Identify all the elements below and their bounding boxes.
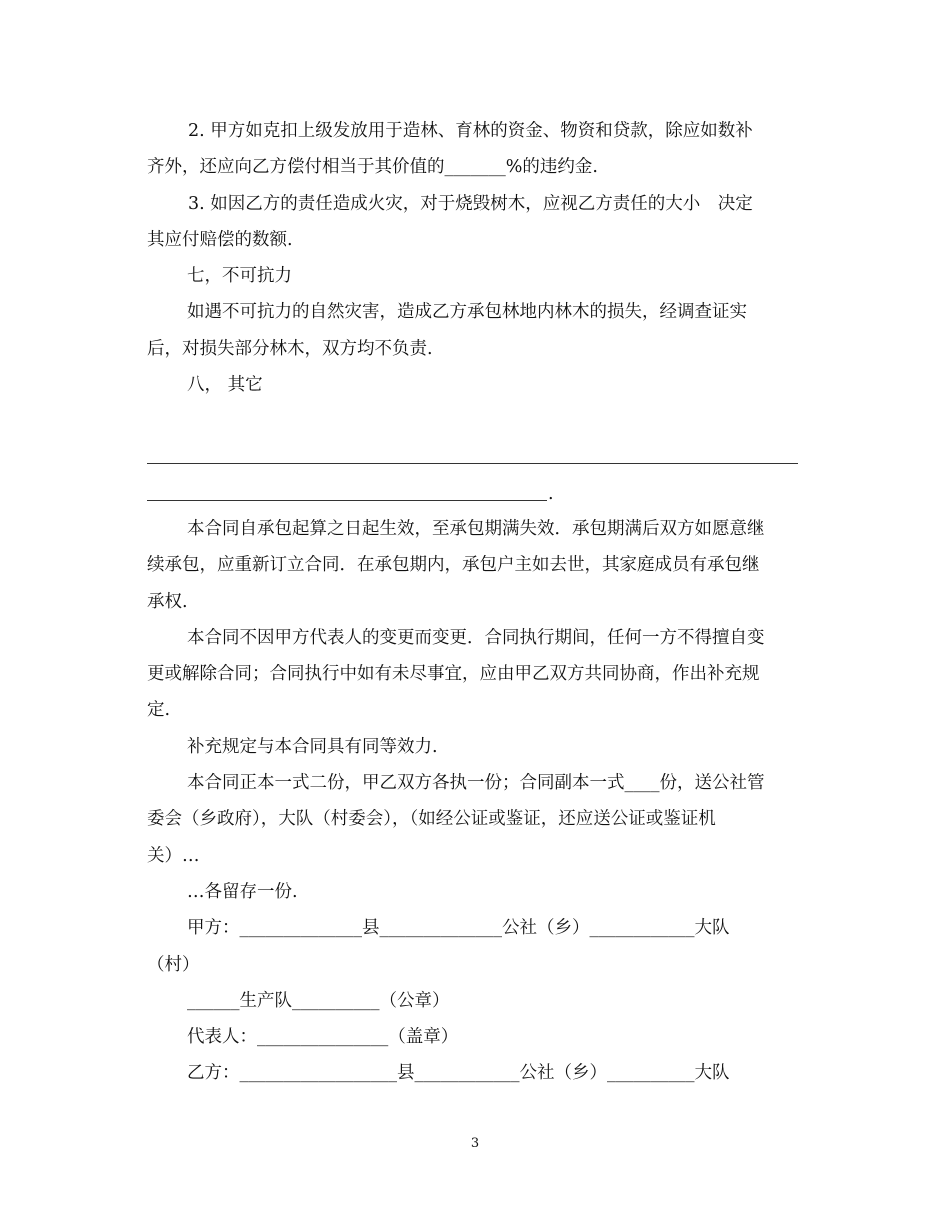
other-heading: 八， 其它	[187, 375, 263, 396]
copies-clause-line-2: 委会（乡政府），大队（村委会），（如经公证或鉴证，还应送公证或鉴证机	[147, 809, 716, 830]
copies-clause-line-3: 关）…	[147, 845, 200, 866]
blank-fill-line-1	[147, 463, 798, 464]
fire-clause-line-1: 3. 如因乙方的责任造成火灾，对于烧毁树木，应视乙方责任的大小 决定	[188, 193, 753, 214]
force-majeure-heading: 七，不可抗力	[187, 266, 292, 287]
copies-clause-line-4: …各留存一份.	[187, 881, 298, 902]
effective-clause-line-3: 承权.	[147, 591, 188, 612]
force-majeure-line-1: 如遇不可抗力的自然灾害，造成乙方承包林地内林木的损失，经调查证实	[187, 302, 747, 323]
party-b-line-1: 乙方：__________________县____________公社（乡）__________大队	[187, 1063, 730, 1084]
change-clause-line-1: 本合同不因甲方代表人的变更而变更．合同执行期间，任何一方不得擅自变	[187, 627, 765, 648]
force-majeure-line-2: 后，对损失部分林木，双方均不负责.	[147, 338, 433, 359]
party-a-line-2: （村）	[147, 954, 200, 975]
blank-fill-end-dot: .	[548, 484, 554, 504]
blank-fill-line-2	[147, 500, 547, 501]
page-number: 3	[470, 1136, 480, 1151]
document-body-continued	[147, 511, 799, 1092]
penalty-clause-line-1: 2. 甲方如克扣上级发放用于造林、育林的资金、物资和贷款，除应如数补	[188, 121, 753, 141]
party-a-line-1: 甲方：______________县______________公社（乡）____________大队	[187, 918, 730, 939]
effective-clause-line-1: 本合同自承包起算之日起生效，至承包期满失效．承包期满后双方如愿意继	[187, 519, 765, 539]
party-a-line-3: ______生产队__________（公章）	[187, 990, 450, 1011]
penalty-clause-line-2: 齐外，还应向乙方偿付相当于其价值的_______%的违约金.	[147, 157, 598, 178]
supplement-clause: 补充规定与本合同具有同等效力.	[187, 736, 438, 757]
document-body	[147, 113, 799, 403]
representative-line: 代表人：_______________（盖章）	[187, 1027, 459, 1048]
fire-clause-line-2: 其应付赔偿的数额.	[147, 229, 293, 250]
effective-clause-line-2: 续承包，应重新订立合同．在承包期内，承包户主如去世，其家庭成员有承包继	[147, 555, 760, 576]
copies-clause-line-1: 本合同正本一式二份，甲乙双方各执一份；合同副本一式____份，送公社管	[187, 773, 765, 794]
change-clause-line-2: 更或解除合同；合同执行中如有未尽事宜，应由甲乙双方共同协商，作出补充规	[147, 664, 760, 685]
change-clause-line-3: 定.	[147, 700, 171, 721]
